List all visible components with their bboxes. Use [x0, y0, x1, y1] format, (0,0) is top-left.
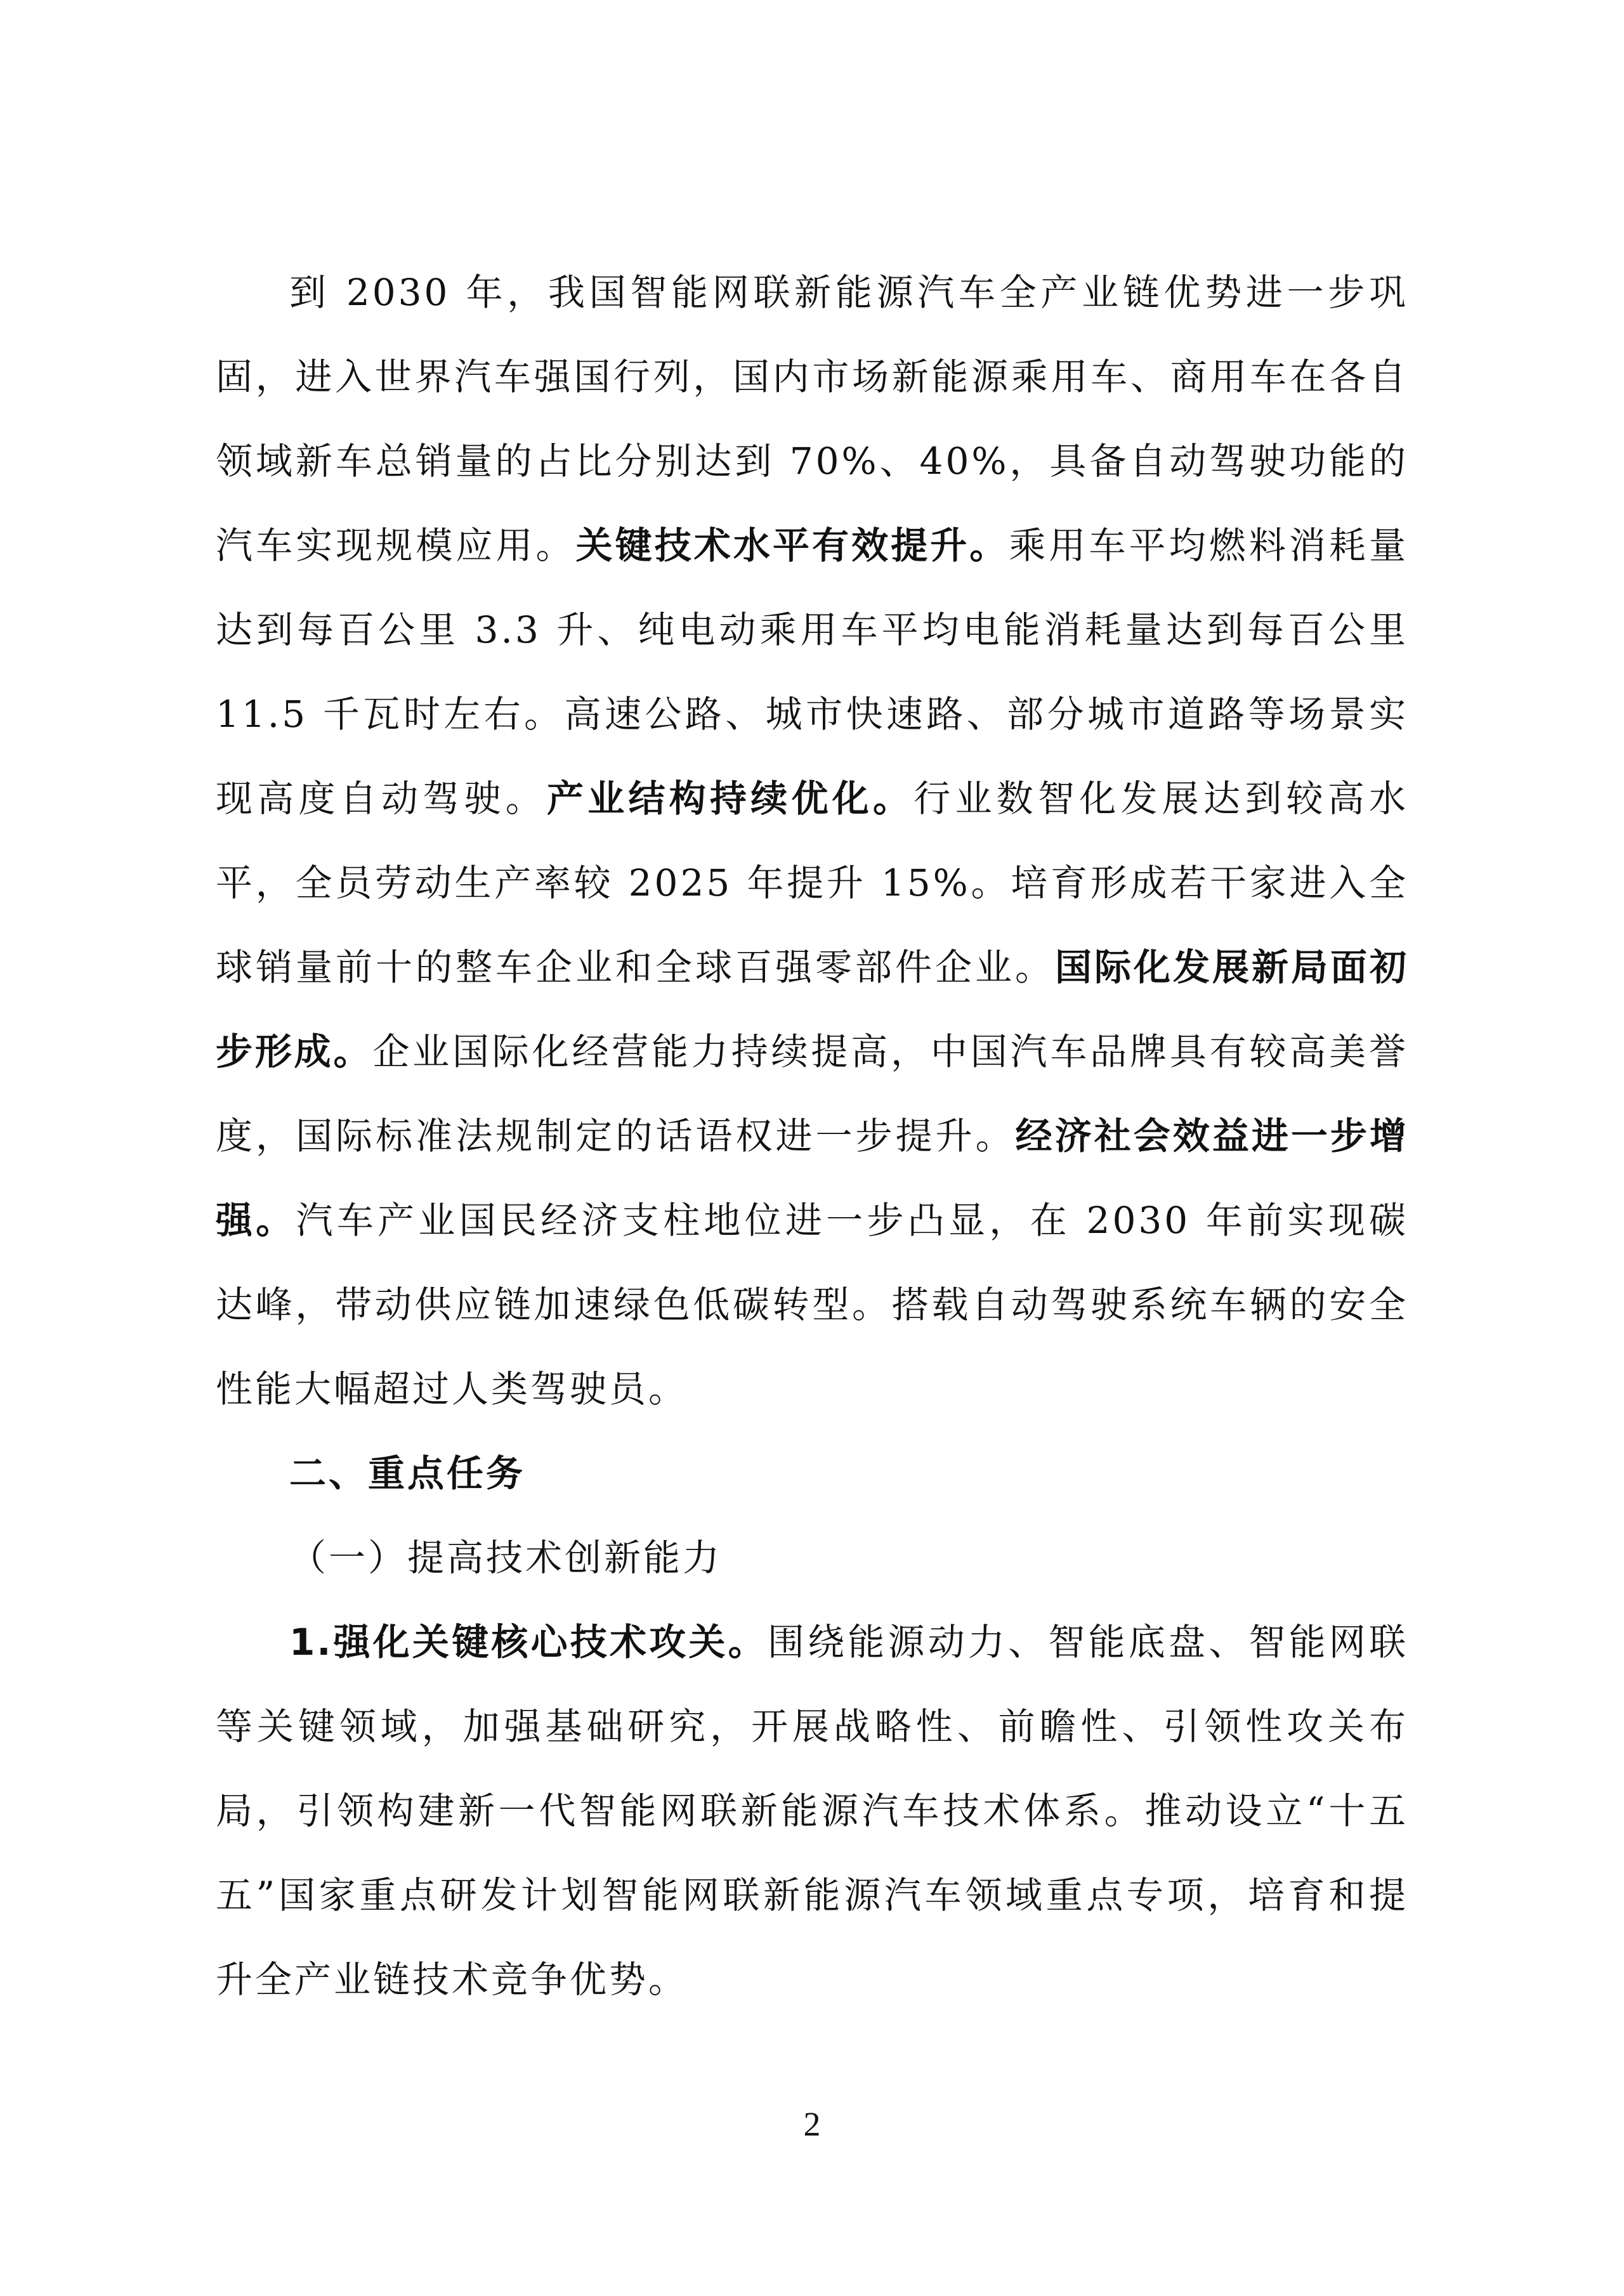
text-run: 到 2030 年，我国智能网联新能源汽车全产业链优势进一步巩固，进入世界汽车强国行列，国内市场新能源乘用车、商用车在各自领域新车总销量的占比分别达到 70%、40%，具备自动驾驶功能的汽车实现规模应用。 [216, 271, 1408, 567]
bold-phrase: 产业结构持续优化。 [547, 777, 914, 820]
section-heading: 二、重点任务 [289, 1452, 526, 1495]
text-run: 围绕能源动力、智能底盘、智能网联等关键领域，加强基础研究，开展战略性、前瞻性、引领性攻关布局，引领构建新一代智能网联新能源汽车技术体系。推动设立“十五五”国家重点研发计划智能网联新能源汽车领域重点专项，培育和提升全产业链技术竞争优势。 [216, 1621, 1408, 2001]
text-run: 汽车产业国民经济支柱地位进一步凸显，在 2030 年前实现碳达峰，带动供应链加速绿色低碳转型。搭载自动驾驶系统车辆的安全性能大幅超过人类驾驶员。 [216, 1199, 1408, 1411]
subsection-heading: （一）提高技术创新能力 [289, 1536, 723, 1579]
page-number: 2 [803, 2105, 821, 2143]
text-run: 乘用车平均燃料消耗量达到每百公里 3.3 升、纯电动乘用车平均电能消耗量达到每百公里 11.5 千瓦时左右。高速公路、城市快速路、部分城市道路等场景实现高度自动驾驶。 [216, 524, 1408, 820]
bold-phrase: 关键技术水平有效提升。 [575, 524, 1009, 567]
paragraph-2030-goals [216, 251, 1408, 1432]
bold-phrase: 1.强化关键核心技术攻关。 [289, 1621, 768, 1664]
paragraph-key-technology [216, 1600, 1408, 2022]
document-body [216, 251, 1408, 2022]
text-run: 企业国际化经营能力持续提高，中国汽车品牌具有较高美誉度，国际标准法规制定的话语权进一步提升。 [216, 1030, 1408, 1158]
bold-phrase: 国际化发展新局面初步形成。 [216, 946, 1408, 1073]
bold-phrase: 经济社会效益进一步增强。 [216, 1114, 1408, 1242]
text-run: 行业数智化发展达到较高水平，全员劳动生产率较 2025 年提升 15%。培育形成若干家进入全球销量前十的整车企业和全球百强零部件企业。 [216, 777, 1408, 989]
